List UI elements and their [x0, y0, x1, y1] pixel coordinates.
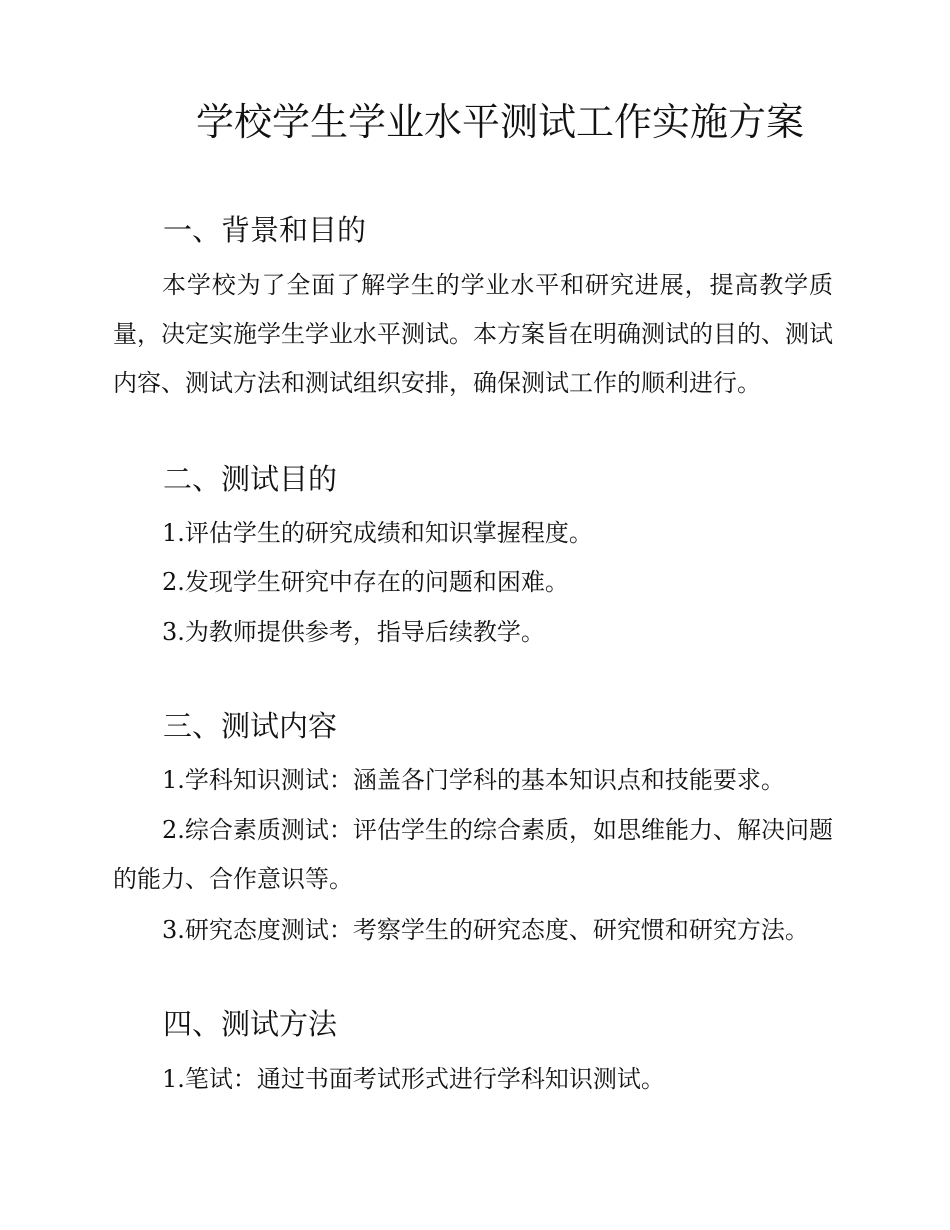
list-item: 2.发现学生研究中存在的问题和困难。	[162, 568, 569, 596]
list-item: 1.评估学生的研究成绩和知识掌握程度。	[162, 519, 593, 547]
list-item-wrapped: 2.综合素质测试：评估学生的综合素质，如思维能力、解决问题的能力、合作意识等。	[113, 816, 833, 893]
list-item: 1.学科知识测试：涵盖各门学科的基本知识点和技能要求。	[162, 766, 785, 794]
document-title: 学校学生学业水平测试工作实施方案	[195, 100, 804, 144]
list-item: 3.为教师提供参考，指导后续教学。	[162, 618, 545, 646]
section-heading-purpose: 二、测试目的	[163, 462, 338, 496]
section-heading-method: 四、测试方法	[163, 1007, 338, 1041]
section-heading-content: 三、测试内容	[163, 709, 338, 743]
list-item: 3.研究态度测试：考察学生的研究态度、研究惯和研究方法。	[162, 916, 809, 944]
section-paragraph-background: 本学校为了全面了解学生的学业水平和研究进展，提高教学质量，决定实施学生学业水平测试。本方案旨在明确测试的目的、测试内容、测试方法和测试组织安排，确保测试工作的顺利进行。	[113, 271, 833, 397]
list-item: 1.笔试：通过书面考试形式进行学科知识测试。	[162, 1065, 665, 1093]
section-heading-background: 一、背景和目的	[163, 213, 367, 247]
